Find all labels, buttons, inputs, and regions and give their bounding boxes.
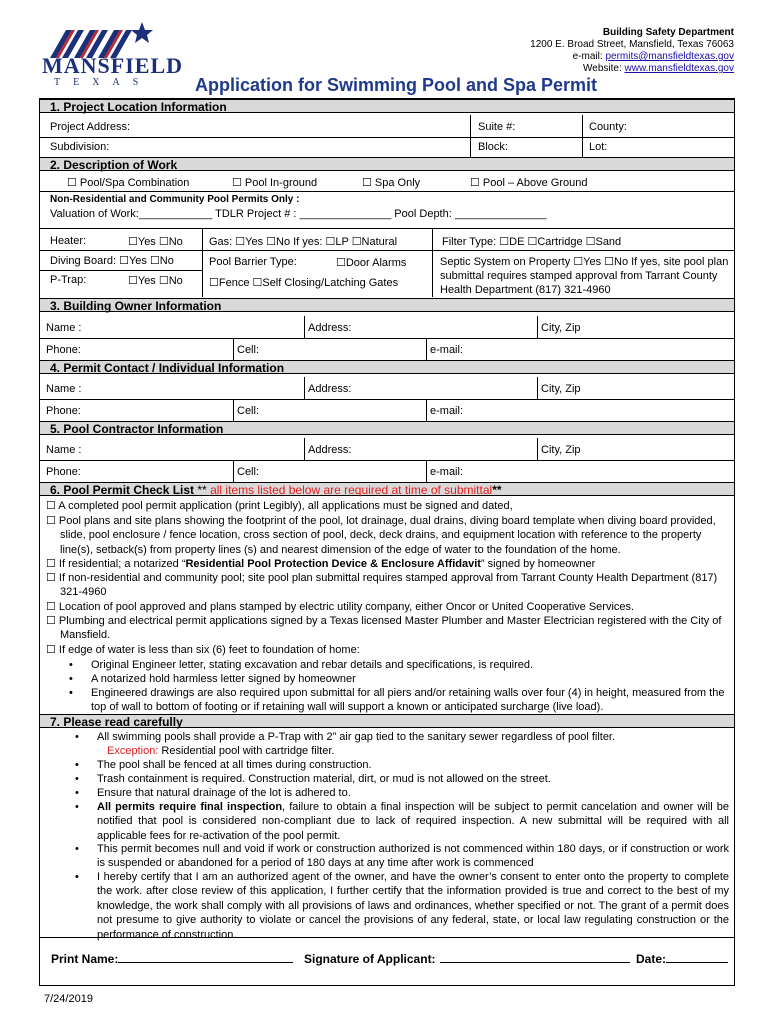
divider bbox=[470, 115, 471, 157]
required-note: all items listed below are required at time of submittal bbox=[206, 483, 493, 497]
project-address-field[interactable]: Project Address: bbox=[50, 121, 131, 133]
lot-field[interactable]: Lot: bbox=[589, 141, 608, 153]
door-alarms-checkbox[interactable]: ☐Door Alarms bbox=[336, 257, 407, 269]
divider bbox=[202, 250, 432, 251]
email-link[interactable]: permits@mansfieldtexas.gov bbox=[605, 51, 734, 62]
list-item: • Trash containment is required. Construction material, dirt, or mud is not allowed on the street. bbox=[97, 772, 729, 786]
list-item: • The pool shall be fenced at all times during construction. bbox=[97, 758, 729, 772]
contractor-city-zip-field[interactable]: City, Zip bbox=[541, 444, 581, 456]
logo-wordmark: MANSFIELD bbox=[42, 53, 184, 78]
divider bbox=[40, 228, 734, 229]
owner-address-field[interactable]: Address: bbox=[308, 322, 352, 334]
divider bbox=[40, 191, 734, 192]
septic-system-options[interactable]: Septic System on Property ☐Yes ☐No If yes, site pool plan submittal requires stamped approval from Tarrant County Health Department (817) 321-4960 bbox=[440, 256, 729, 296]
heater-options[interactable]: ☐Yes ☐No bbox=[128, 236, 183, 248]
checklist-item[interactable]: ☐ If non-residential and community pool; site pool plan submittal requires stamped approval from Tarrant County Health Department (817) 321-4960 bbox=[46, 572, 718, 599]
department-name: Building Safety Department bbox=[602, 27, 734, 38]
list-item: • All permits require final inspection, failure to obtain a final inspection will be subject to permit cancelation and owner will be notified that pool is considered non-compliant due to lack of required inspection. A new submittal will be required with all applicable fees for re-activation of the pool permit. bbox=[97, 800, 729, 843]
list-item: • All swimming pools shall provide a P-Trap with 2” air gap tied to the sanitary sewer regardless of pool filter. Exception: Residential pool with cartridge filter. bbox=[97, 730, 729, 759]
contact-city-zip-field[interactable]: City, Zip bbox=[541, 383, 581, 395]
contractor-address-field[interactable]: Address: bbox=[308, 444, 352, 456]
section-4-heading: 4. Permit Contact / Individual Information bbox=[40, 360, 734, 374]
website-link[interactable]: www.mansfieldtexas.gov bbox=[624, 63, 734, 74]
filter-type-options[interactable]: Filter Type: ☐DE ☐Cartridge ☐Sand bbox=[442, 236, 622, 248]
revision-date: 7/24/2019 bbox=[44, 993, 93, 1005]
divider bbox=[40, 270, 202, 271]
divider bbox=[537, 316, 538, 338]
heater-label: Heater: bbox=[50, 235, 87, 247]
valuation-row[interactable]: Valuation of Work:____________ TDLR Project # : _______________ Pool Depth: _______________ bbox=[50, 208, 547, 220]
section-6-heading: 6. Pool Permit Check List ** all items listed below are required at time of submittal** bbox=[40, 482, 734, 496]
section-2-heading: 2. Description of Work bbox=[40, 157, 734, 171]
contractor-name-field[interactable]: Name : bbox=[46, 444, 82, 456]
city-logo bbox=[42, 20, 184, 92]
owner-email-field[interactable]: e-mail: bbox=[430, 344, 464, 356]
owner-city-zip-field[interactable]: City, Zip bbox=[541, 322, 581, 334]
divider bbox=[40, 460, 734, 461]
page-title: Application for Swimming Pool and Spa Permit bbox=[195, 75, 598, 95]
owner-name-field[interactable]: Name : bbox=[46, 322, 82, 334]
checklist-item[interactable]: ☐ A completed pool permit application (print Legibly), all applications must be signed and dated, bbox=[46, 500, 513, 512]
suite-field[interactable]: Suite #: bbox=[478, 121, 516, 133]
pool-above-ground-checkbox[interactable]: ☐ Pool – Above Ground bbox=[470, 177, 588, 189]
divider bbox=[426, 399, 427, 421]
spa-only-checkbox[interactable]: ☐ Spa Only bbox=[362, 177, 421, 189]
list-item: • This permit becomes null and void if work or construction authorized is not commenced within 180 days, or if construction or work is suspended or abandoned for a period of 180 days at any time after work is commenced bbox=[97, 842, 729, 871]
gas-options[interactable]: Gas: ☐Yes ☐No If yes: ☐LP ☐Natural bbox=[209, 236, 398, 248]
pool-in-ground-checkbox[interactable]: ☐ Pool In-ground bbox=[232, 177, 318, 189]
pool-barrier-label: Pool Barrier Type: bbox=[209, 256, 297, 268]
contact-address-field[interactable]: Address: bbox=[308, 383, 352, 395]
divider bbox=[304, 377, 305, 399]
signature-field[interactable]: Signature of Applicant: bbox=[304, 951, 630, 966]
section-5-heading: 5. Pool Contractor Information bbox=[40, 421, 734, 435]
print-name-field[interactable]: Print Name: bbox=[51, 951, 293, 966]
divider bbox=[426, 338, 427, 360]
contractor-phone-field[interactable]: Phone: bbox=[46, 466, 81, 478]
ptrap-label: P-Trap: bbox=[50, 274, 87, 286]
pool-spa-combination-checkbox[interactable]: ☐ Pool/Spa Combination bbox=[67, 177, 190, 189]
list-item: • Engineered drawings are also required upon submittal for all piers and/or retaining walls over four (4) in height, measured from the top of wall to bottom of footing or if retaining wall will support a known or anticipated surcharge (live load). bbox=[91, 686, 731, 715]
checklist-item[interactable]: ☐ Pool plans and site plans showing the footprint of the pool, lot drainage, dual drains, diving board template when diving board provided, slide, pool enclosure / fence location, cross section of pool, deck, deck drains, and equipment location with reference to the property line(s), setback(s) from property lines (s) and nearest dimension of the edge of water to the foundation of the home. bbox=[46, 515, 716, 556]
list-item: • A notarized hold harmless letter signed by homeowner bbox=[91, 672, 731, 686]
non-residential-label: Non-Residential and Community Pool Permits Only : bbox=[50, 194, 300, 205]
divider bbox=[233, 460, 234, 482]
diving-board-options[interactable]: Diving Board: ☐Yes ☐No bbox=[50, 255, 174, 267]
barrier-fence-options[interactable]: ☐Fence ☐Self Closing/Latching Gates bbox=[209, 277, 399, 289]
divider bbox=[304, 438, 305, 460]
divider bbox=[202, 228, 203, 297]
logo-subtitle: TEXAS bbox=[54, 77, 152, 88]
section-7-heading: 7. Please read carefully bbox=[40, 714, 734, 728]
divider bbox=[40, 937, 734, 938]
department-info bbox=[530, 27, 734, 75]
contact-name-field[interactable]: Name : bbox=[46, 383, 82, 395]
divider bbox=[582, 115, 583, 157]
divider bbox=[426, 460, 427, 482]
contractor-email-field[interactable]: e-mail: bbox=[430, 466, 464, 478]
divider bbox=[537, 377, 538, 399]
checklist-item[interactable]: ☐ If edge of water is less than six (6) feet to foundation of home: bbox=[46, 644, 360, 656]
divider bbox=[304, 316, 305, 338]
department-website: Website: www.mansfieldtexas.gov bbox=[583, 63, 734, 74]
divider bbox=[40, 137, 734, 138]
contact-cell-field[interactable]: Cell: bbox=[237, 405, 260, 417]
divider bbox=[432, 228, 433, 297]
checklist-item[interactable]: ☐ If residential; a notarized “Residential Pool Protection Device & Enclosure Affidavit” signed by homeowner bbox=[46, 558, 596, 570]
divider bbox=[233, 399, 234, 421]
checklist-item[interactable]: ☐ Location of pool approved and plans stamped by electric utility company, either Oncor or United Cooperative Services. bbox=[46, 601, 635, 613]
department-email: e-mail: permits@mansfieldtexas.gov bbox=[572, 51, 734, 62]
subdivision-field[interactable]: Subdivision: bbox=[50, 141, 110, 153]
block-field[interactable]: Block: bbox=[478, 141, 508, 153]
section-1-heading: 1. Project Location Information bbox=[40, 99, 734, 113]
owner-phone-field[interactable]: Phone: bbox=[46, 344, 81, 356]
contractor-cell-field[interactable]: Cell: bbox=[237, 466, 260, 478]
divider bbox=[432, 250, 734, 251]
divider bbox=[40, 338, 734, 339]
ptrap-options[interactable]: ☐Yes ☐No bbox=[128, 275, 183, 287]
date-field[interactable]: Date: bbox=[636, 951, 728, 966]
list-item: • I hereby certify that I am an authorized agent of the owner, and have the owner’s consent to enter onto the property to complete the work. after close review of this application, I further certify that the information provided is true and correct to the best of my knowledge, the work shall comply with all provisions of laws and ordinances, whether specified or not. The grant of a permit does not presume to give authority to violate or cancel the provisions of any federal, state, or local law regulating construction or the performance of construction. bbox=[97, 870, 729, 942]
divider bbox=[40, 399, 734, 400]
section-3-heading: 3. Building Owner Information bbox=[40, 298, 734, 312]
department-address: 1200 E. Broad Street, Mansfield, Texas 76063 bbox=[530, 39, 734, 50]
contact-email-field[interactable]: e-mail: bbox=[430, 405, 464, 417]
list-item: • Ensure that natural drainage of the lot is adhered to. bbox=[97, 786, 729, 800]
checklist-item[interactable]: ☐ Plumbing and electrical permit applications signed by a Texas licensed Master Plumber and Master Electrician registered with the City of Mansfield. bbox=[46, 615, 722, 642]
county-field[interactable]: County: bbox=[589, 121, 627, 133]
list-item: • Original Engineer letter, stating excavation and rebar details and specifications, is required. bbox=[91, 658, 731, 672]
contact-phone-field[interactable]: Phone: bbox=[46, 405, 81, 417]
divider bbox=[40, 250, 202, 251]
owner-cell-field[interactable]: Cell: bbox=[237, 344, 260, 356]
divider bbox=[233, 338, 234, 360]
divider bbox=[537, 438, 538, 460]
